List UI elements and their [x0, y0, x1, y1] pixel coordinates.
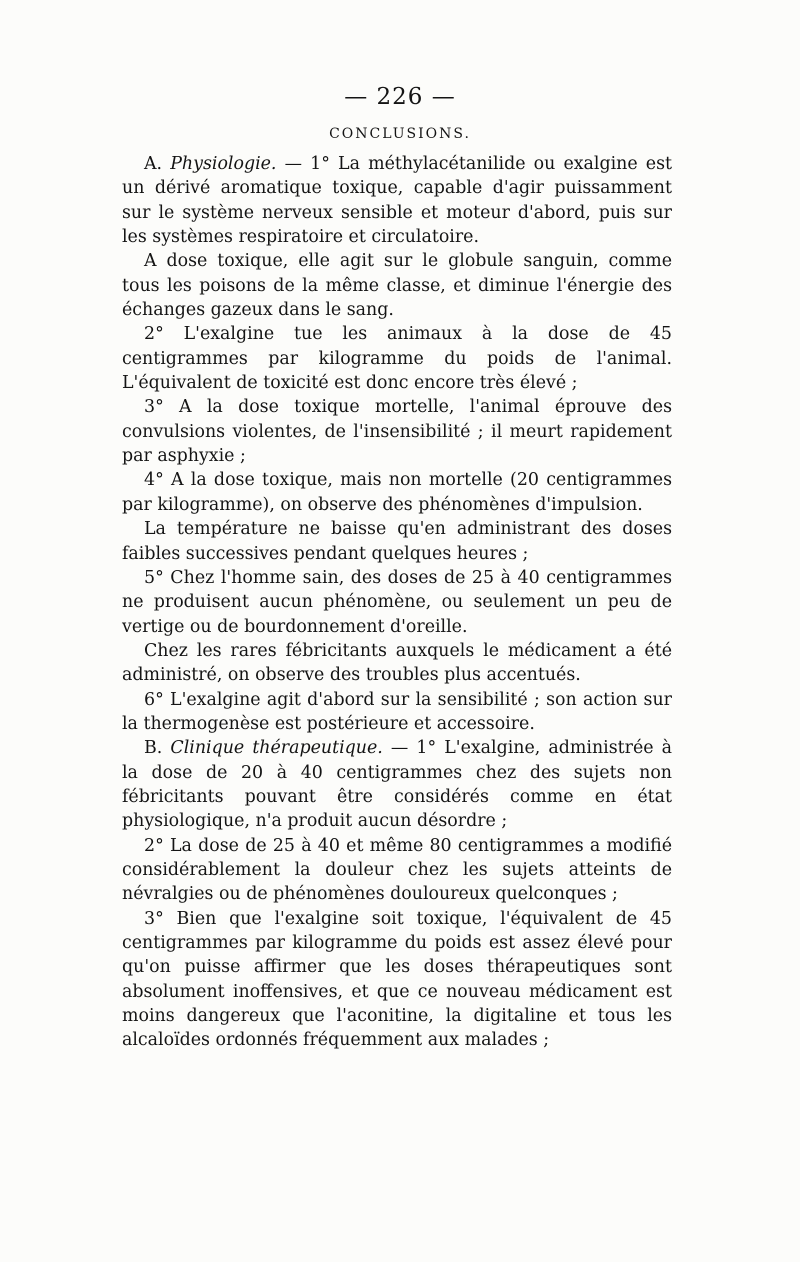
paragraph-lead: A. — [144, 154, 171, 174]
paragraph — [122, 249, 672, 322]
paragraph-text: 5° Chez l'homme sain, des doses de 25 à 40 centigrammes ne produisent aucun phénomène, ou seulement un peu de vertige ou de bourdonnement d'oreille. — [122, 567, 672, 637]
paragraph-text: — 1° L'exalgine, administrée à la dose de 20 à 40 centigrammes chez des sujets non fébricitants pouvant être considérés comme en état physiologique, n'a produit aucun désordre ; — [122, 738, 672, 832]
page-number: — 226 — — [344, 84, 456, 110]
paragraph-text: 2° La dose de 25 à 40 et même 80 centigrammes a modifié considérablement la douleur chez les sujets atteints de névralgies ou de phénomènes douloureux quelconques ; — [122, 835, 672, 905]
paragraph-heading: Clinique thérapeutique. — [170, 738, 383, 759]
paragraph-heading: Physiologie. — [170, 154, 277, 174]
paragraph-text: 3° A la dose toxique mortelle, l'animal éprouve des convulsions violentes, de l'insensibilité ; il meurt rapidement par asphyxie ; — [122, 397, 672, 467]
section-title: CONCLUSIONS. — [329, 126, 471, 142]
paragraph — [122, 639, 672, 688]
paragraph — [122, 688, 672, 737]
paragraph — [122, 395, 672, 468]
paragraph — [122, 468, 672, 517]
paragraph-text: — 1° La méthylacétanilide ou exalgine est un dérivé aromatique toxique, capable d'agir puissamment sur le système nerveux sensible et moteur d'abord, puis sur les systèmes respiratoire et circulatoire. — [122, 154, 672, 248]
paragraph — [122, 907, 672, 1053]
paragraph-text: La température ne baisse qu'en administrant des doses faibles successives pendant quelques heures ; — [122, 519, 672, 564]
paragraph-text: A dose toxique, elle agit sur le globule sanguin, comme tous les poisons de la même classe, et diminue l'énergie des échanges gazeux dans le sang. — [122, 251, 672, 321]
paragraph — [122, 517, 672, 566]
paragraph — [122, 152, 672, 249]
paragraph — [122, 322, 672, 395]
paragraph-text: 3° Bien que l'exalgine soit toxique, l'équivalent de 45 centigrammes par kilogramme du poids est assez élevé pour qu'on puisse affirmer que les doses thérapeutiques sont absolument inoffensives, et que ce nouveau médicament est moins dangereux que l'aconitine, la digitaline et tous les alcaloïdes ordonnés fréquemment aux malades ; — [122, 908, 672, 1051]
paragraph-text: 4° A la dose toxique, mais non mortelle (20 centigrammes par kilogramme), on observe des phénomènes d'impulsion. — [122, 470, 672, 515]
body-text — [122, 152, 672, 1053]
paragraph — [122, 566, 672, 639]
paragraph-text: Chez les rares fébricitants auxquels le médicament a été administré, on observe des troubles plus accentués. — [122, 640, 672, 686]
paragraph-lead: B. — [144, 738, 171, 759]
paragraph-text: 2° L'exalgine tue les animaux à la dose de 45 centigrammes par kilogramme du poids de l'animal. L'équivalent de toxicité est donc encore très élevé ; — [122, 324, 672, 394]
paragraph-text: 6° L'exalgine agit d'abord sur la sensibilité ; son action sur la thermogenèse est postérieure et accessoire. — [122, 689, 672, 734]
paragraph — [122, 736, 672, 833]
paragraph — [122, 834, 672, 907]
